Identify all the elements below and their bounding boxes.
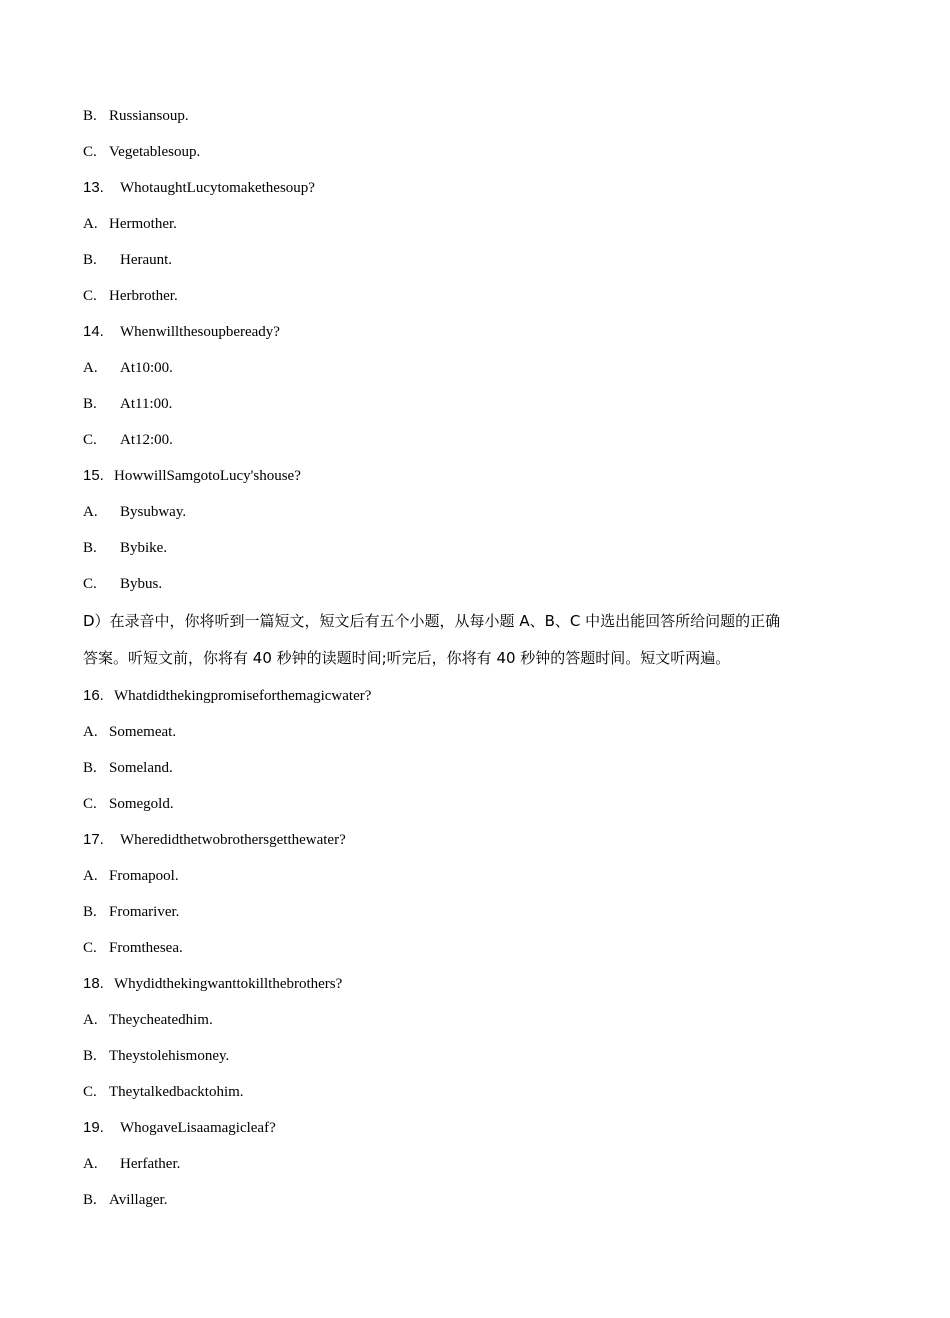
question-text: HowwillSamgotoLucy'shouse? bbox=[114, 468, 301, 484]
option-text: At10:00. bbox=[120, 360, 173, 376]
option-text: Bybus. bbox=[120, 576, 163, 592]
option-letter: A. bbox=[83, 1012, 98, 1028]
question-line bbox=[83, 687, 371, 705]
option-letter: B. bbox=[83, 540, 97, 556]
option-letter: A. bbox=[83, 1156, 98, 1172]
question-text: Whenwillthesoupbeready? bbox=[120, 324, 280, 340]
option-line bbox=[83, 939, 183, 957]
option-line bbox=[83, 359, 173, 377]
option-line bbox=[83, 1047, 229, 1065]
option-text: Theytalkedbacktohim. bbox=[109, 1084, 244, 1100]
option-text: Russiansoup. bbox=[109, 108, 189, 124]
question-text: Wheredidthetwobrothersgetthewater? bbox=[120, 832, 346, 848]
question-line bbox=[83, 831, 346, 849]
option-text: At11:00. bbox=[120, 396, 173, 412]
option-letter: C. bbox=[83, 940, 97, 956]
option-text: Heraunt. bbox=[120, 252, 173, 268]
option-letter: A. bbox=[83, 868, 98, 884]
question-line bbox=[83, 975, 342, 993]
option-line bbox=[83, 575, 162, 593]
option-line bbox=[83, 903, 179, 921]
option-line bbox=[83, 251, 172, 269]
question-text: WhogaveLisaamagicleaf? bbox=[120, 1120, 276, 1136]
option-letter: C. bbox=[83, 144, 97, 160]
option-line bbox=[83, 1083, 244, 1101]
option-text: Bybike. bbox=[120, 540, 168, 556]
option-text: Theycheatedhim. bbox=[109, 1012, 213, 1028]
option-letter: B. bbox=[83, 108, 97, 124]
option-letter: B. bbox=[83, 1192, 97, 1208]
option-text: Fromthesea. bbox=[109, 940, 183, 956]
option-letter: B. bbox=[83, 252, 97, 268]
question-text: WhotaughtLucytomakethesoup? bbox=[120, 180, 315, 196]
question-line bbox=[83, 1119, 276, 1137]
option-text: Fromapool. bbox=[109, 868, 179, 884]
option-letter: C. bbox=[83, 796, 97, 812]
option-text: Theystolehismoney. bbox=[109, 1048, 230, 1064]
option-text: Avillager. bbox=[109, 1192, 168, 1208]
option-line bbox=[83, 143, 200, 161]
option-letter: C. bbox=[83, 576, 97, 592]
option-letter: C. bbox=[83, 432, 97, 448]
question-number: 16. bbox=[83, 687, 104, 704]
option-text: Hermother. bbox=[109, 216, 177, 232]
option-text: Bysubway. bbox=[120, 504, 187, 520]
question-number: 19. bbox=[83, 1119, 104, 1136]
option-text: Herbrother. bbox=[109, 288, 178, 304]
question-line bbox=[83, 179, 315, 197]
question-number: 13. bbox=[83, 179, 104, 196]
option-letter: A. bbox=[83, 724, 98, 740]
question-line bbox=[83, 467, 301, 485]
option-letter: C. bbox=[83, 1084, 97, 1100]
option-line bbox=[83, 1155, 180, 1173]
question-text: Whydidthekingwanttokillthebrothers? bbox=[114, 976, 343, 992]
option-letter: B. bbox=[83, 760, 97, 776]
option-line bbox=[83, 1191, 167, 1209]
instructions-line-1: D）在录音中，你将听到一篇短文，短文后有五个小题，从每小题 A、B、C 中选出能回答所给问题的正确 bbox=[83, 612, 781, 630]
option-letter: B. bbox=[83, 396, 97, 412]
option-letter: C. bbox=[83, 288, 97, 304]
option-line bbox=[83, 759, 173, 777]
option-line bbox=[83, 1011, 213, 1029]
question-text: Whatdidthekingpromiseforthemagicwater? bbox=[114, 688, 372, 704]
question-number: 15. bbox=[83, 467, 104, 484]
option-line bbox=[83, 723, 176, 741]
option-letter: A. bbox=[83, 360, 98, 376]
option-text: Fromariver. bbox=[109, 904, 180, 920]
option-line bbox=[83, 867, 179, 885]
question-line bbox=[83, 323, 280, 341]
option-letter: A. bbox=[83, 216, 98, 232]
option-line bbox=[83, 107, 189, 125]
option-line bbox=[83, 215, 177, 233]
question-number: 14. bbox=[83, 323, 104, 340]
option-line bbox=[83, 431, 173, 449]
option-text: At12:00. bbox=[120, 432, 173, 448]
option-text: Somemeat. bbox=[109, 724, 177, 740]
option-line bbox=[83, 287, 178, 305]
option-text: Herfather. bbox=[120, 1156, 181, 1172]
option-text: Somegold. bbox=[109, 796, 174, 812]
option-line bbox=[83, 395, 172, 413]
option-line bbox=[83, 795, 174, 813]
instructions-line-2: 答案。听短文前，你将有 40 秒钟的读题时间;听完后，你将有 40 秒钟的答题时间。短文听两遍。 bbox=[83, 649, 731, 667]
question-number: 18. bbox=[83, 975, 104, 992]
option-letter: B. bbox=[83, 1048, 97, 1064]
question-number: 17. bbox=[83, 831, 104, 848]
option-line bbox=[83, 503, 186, 521]
option-text: Someland. bbox=[109, 760, 173, 776]
option-text: Vegetablesoup. bbox=[109, 144, 201, 160]
option-letter: A. bbox=[83, 504, 98, 520]
option-line bbox=[83, 539, 167, 557]
section-d-instructions bbox=[83, 603, 858, 677]
option-letter: B. bbox=[83, 904, 97, 920]
